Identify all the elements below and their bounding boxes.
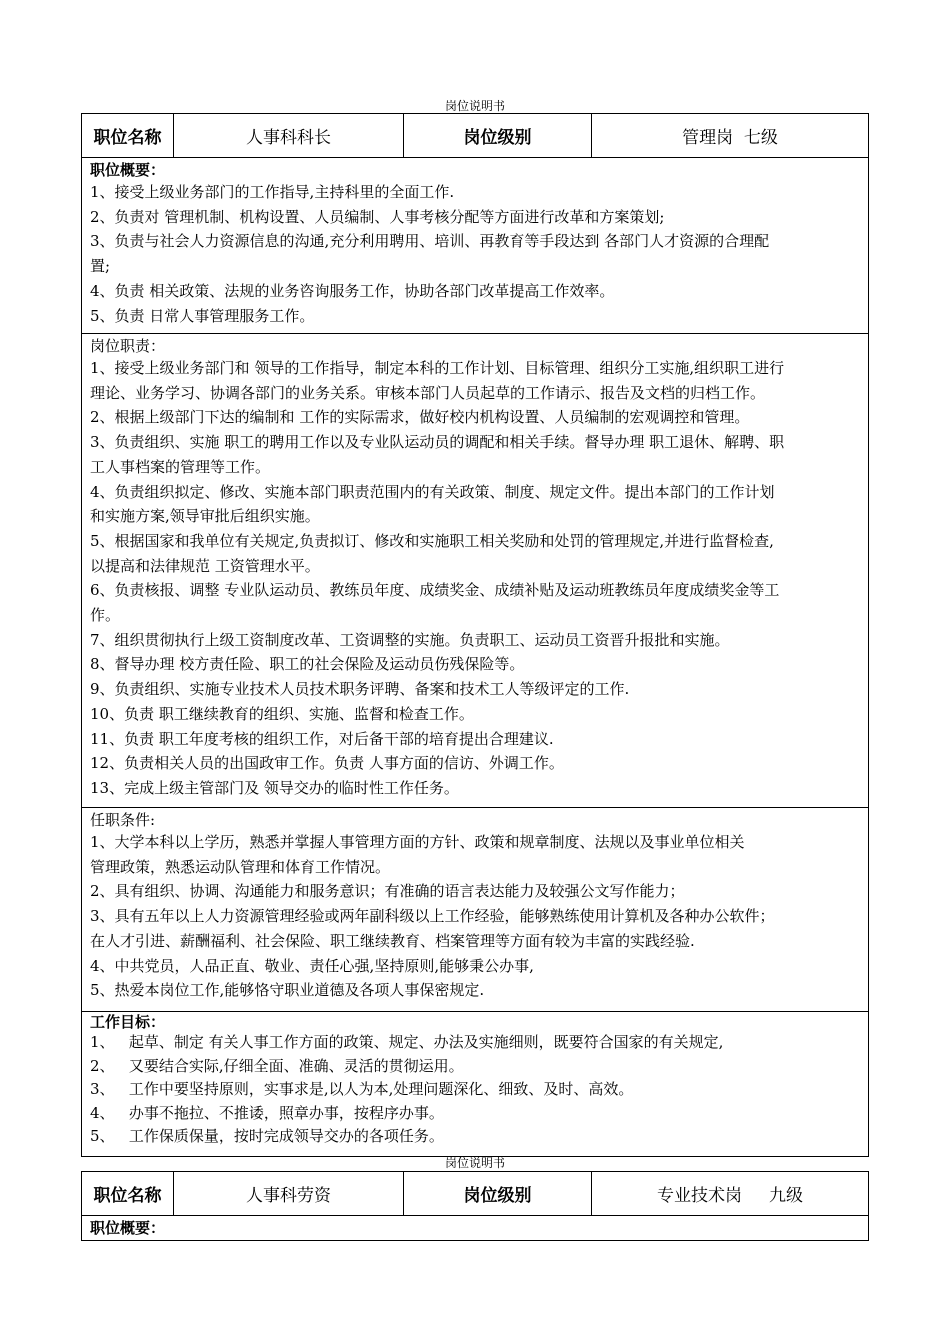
goal-line: 1、 起草、制定 有关人事工作方面的政策、规定、办法及实施细则，既要符合国家的有关规定, [90,1033,724,1051]
position-name-label: 职位名称 [82,114,174,157]
overview-title: 职位概要： [90,161,166,179]
goal-line: 4、 办事不拖拉、不推诿，照章办事，按程序办事。 [90,1103,444,1122]
goals-title: 工作目标： [90,1013,166,1031]
overview-line: 1、接受上级业务部门的工作指导,主持科里的全面工作. [90,183,455,201]
position-level-label: 岗位级别 [404,114,592,157]
duties-title: 岗位职责： [90,337,166,355]
position-level-value-2: 专业技术岗 九级 [656,1186,804,1206]
document-title: 岗位说明书 [444,99,505,113]
overview-line: 4、负责 相关政策、法规的业务咨询服务工作，协助各部门改革提高工作效率。 [90,281,615,300]
position-level-value: 管理岗 七级 [682,128,778,148]
duty-line: 5、根据国家和我单位有关规定,负责拟订、修改和实施职工相关奖励和处罚的管理规定,并进行监督检查, [90,531,774,550]
duty-line: 11、负责 职工年度考核的组织工作，对后备干部的培育提出合理建议. [90,729,554,748]
requirement-line: 3、具有五年以上人力资源管理经验或两年副科级以上工作经验，能够熟练使用计算机及各种办公软件； [90,907,775,926]
goal-line: 2、 又要结合实际,仔细全面、准确、灵活的贯彻运用。 [90,1056,464,1075]
duty-line: 8、督导办理 校方责任险、职工的社会保险及运动员伤残保险等。 [90,655,525,674]
job-description-table-2 [81,1171,869,1241]
overview-line: 置; [90,257,111,276]
duty-line: 和实施方案,领导审批后组织实施。 [90,507,320,526]
position-level-label-2: 岗位级别 [404,1172,592,1215]
goal-line: 3、 工作中要坚持原则，实事求是,以人为本,处理问题深化、细致、及时、高效。 [90,1080,634,1098]
overview-title-2: 职位概要： [90,1219,166,1237]
overview-section [82,158,868,334]
duty-line: 2、根据上级部门下达的编制和 工作的实际需求，做好校内机构设置、人员编制的宏观调控和管理。 [90,408,750,427]
duty-line: 以提高和法律规范 工资管理水平。 [90,556,320,575]
duty-line: 工人事档案的管理等工作。 [90,457,271,476]
header-row-2 [82,1172,868,1216]
requirement-line: 在人才引进、薪酬福利、社会保险、职工继续教育、档案管理等方面有较为丰富的实践经验. [90,931,695,950]
overview-line: 2、负责对 管理机制、机构设置、人员编制、人事考核分配等方面进行改革和方案策划; [90,207,665,226]
duty-line: 6、负责核报、调整 专业队运动员、教练员年度、成绩奖金、成绩补贴及运动班教练员年度成绩奖金等工 [90,581,780,600]
duties-section [82,334,868,808]
duty-line: 理论、业务学习、协调各部门的业务关系。审核本部门人员起草的工作请示、报告及文档的归档工作。 [90,383,766,402]
duty-line: 3、负责组织、实施 职工的聘用工作以及专业队运动员的调配和相关手续。督导办理 职工退休、解聘、职 [90,433,785,452]
requirements-title: 任职条件: [90,811,156,829]
duty-line: 9、负责组织、实施专业技术人员技术职务评聘、备案和技术工人等级评定的工作. [90,680,630,699]
document-title-2: 岗位说明书 [444,1156,505,1170]
requirement-line: 1、大学本科以上学历，熟悉并掌握人事管理方面的方针、政策和规章制度、法规以及事业单位相关 [90,833,745,851]
requirement-line: 管理政策，熟悉运动队管理和体育工作情况。 [90,857,391,876]
requirement-line: 5、热爱本岗位工作,能够恪守职业道德及各项人事保密规定. [90,981,485,1000]
duty-line: 10、负责 职工继续教育的组织、实施、监督和检查工作。 [90,704,474,723]
requirement-line: 4、中共党员，人品正直、敬业、责任心强,坚持原则,能够秉公办事, [90,956,534,975]
goal-line: 5、 工作保质保量，按时完成领导交办的各项任务。 [90,1127,444,1145]
goals-section [82,1012,868,1156]
overview-section-2 [82,1216,868,1240]
duty-line: 13、完成上级主管部门及 领导交办的临时性工作任务。 [90,778,459,797]
overview-line: 3、负责与社会人力资源信息的沟通,充分利用聘用、培训、再教育等手段达到 各部门人才资源的合理配 [90,232,770,251]
overview-line: 5、负责 日常人事管理服务工作。 [90,306,315,325]
job-description-table [81,113,869,1157]
duty-line: 12、负责相关人员的出国政审工作。负责 人事方面的信访、外调工作。 [90,754,564,773]
position-name-value: 人事科科长 [174,114,404,157]
duty-line: 4、负责组织拟定、修改、实施本部门职责范围内的有关政策、制度、规定文件。提出本部门的工作计划 [90,482,775,501]
duty-line: 作。 [90,606,121,625]
requirements-section [82,808,868,1012]
duty-line: 1、接受上级业务部门和 领导的工作指导，制定本科的工作计划、目标管理、组织分工实施,组织职工进行 [90,359,785,377]
requirement-line: 2、具有组织、协调、沟通能力和服务意识；有准确的语言表达能力及较强公文写作能力； [90,882,685,901]
position-name-label-2: 职位名称 [82,1172,174,1215]
header-row [82,114,868,158]
position-name-value-2: 人事科劳资 [174,1172,404,1215]
duty-line: 7、组织贯彻执行上级工资制度改革、工资调整的实施。负责职工、运动员工资晋升报批和实施。 [90,630,730,649]
